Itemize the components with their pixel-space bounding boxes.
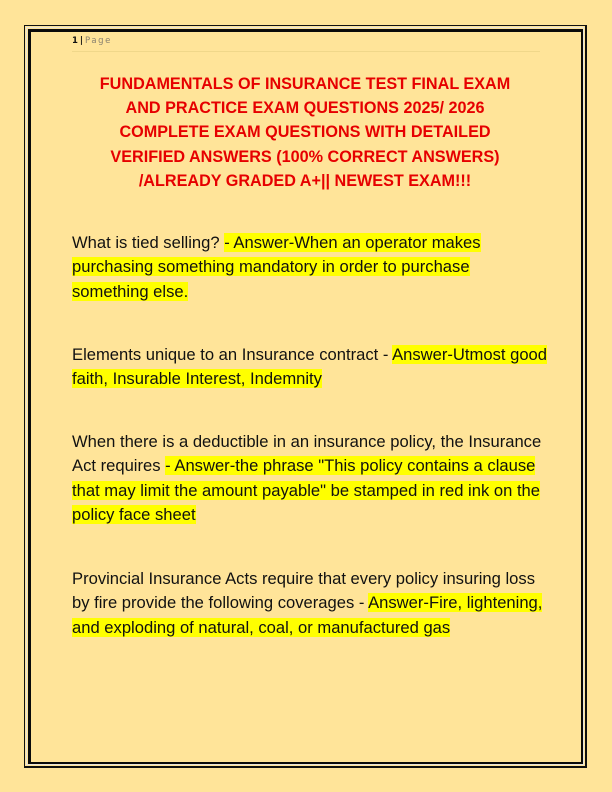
question-text: Elements unique to an Insurance contract - [72, 345, 393, 364]
page-header-separator: | [79, 36, 84, 46]
answer-text: - Answer-the phrase "This policy contains a clause that may limit the amount payable" be stamped in red ink on the policy face sheet [72, 456, 541, 524]
title-line: VERIFIED ANSWERS (100% CORRECT ANSWERS) [110, 147, 500, 166]
page-label: Page [85, 36, 113, 46]
title-line: COMPLETE EXAM QUESTIONS WITH DETAILED [119, 123, 491, 142]
question-text: Provincial Insurance Acts require that every policy insuring loss by fire provide the following coverages - [72, 569, 535, 613]
qa-item [72, 567, 547, 640]
qa-item [72, 430, 547, 527]
title-line: FUNDAMENTALS OF INSURANCE TEST FINAL EXAM [99, 75, 511, 93]
title-line: AND PRACTICE EXAM QUESTIONS 2025/ 2026 [125, 99, 485, 118]
qa-item [72, 343, 547, 392]
title-line: /ALREADY GRADED A+|| NEWEST EXAM!!! [138, 171, 472, 190]
answer-text: Answer-Fire, lightening, and exploding of natural, coal, or manufactured gas [72, 593, 543, 637]
qa-item [72, 231, 547, 304]
document-title [60, 72, 550, 193]
question-text: When there is a deductible in an insurance policy, the Insurance Act requires [72, 432, 542, 476]
answer-text: - Answer-When an operator makes purchasing something mandatory in order to purchase something else. [72, 233, 481, 301]
question-text: What is tied selling? [72, 233, 225, 252]
answer-text: Answer-Utmost good faith, Insurable Interest, Indemnity [72, 345, 548, 389]
page-header [72, 36, 540, 52]
page-number: 1 [72, 36, 78, 46]
